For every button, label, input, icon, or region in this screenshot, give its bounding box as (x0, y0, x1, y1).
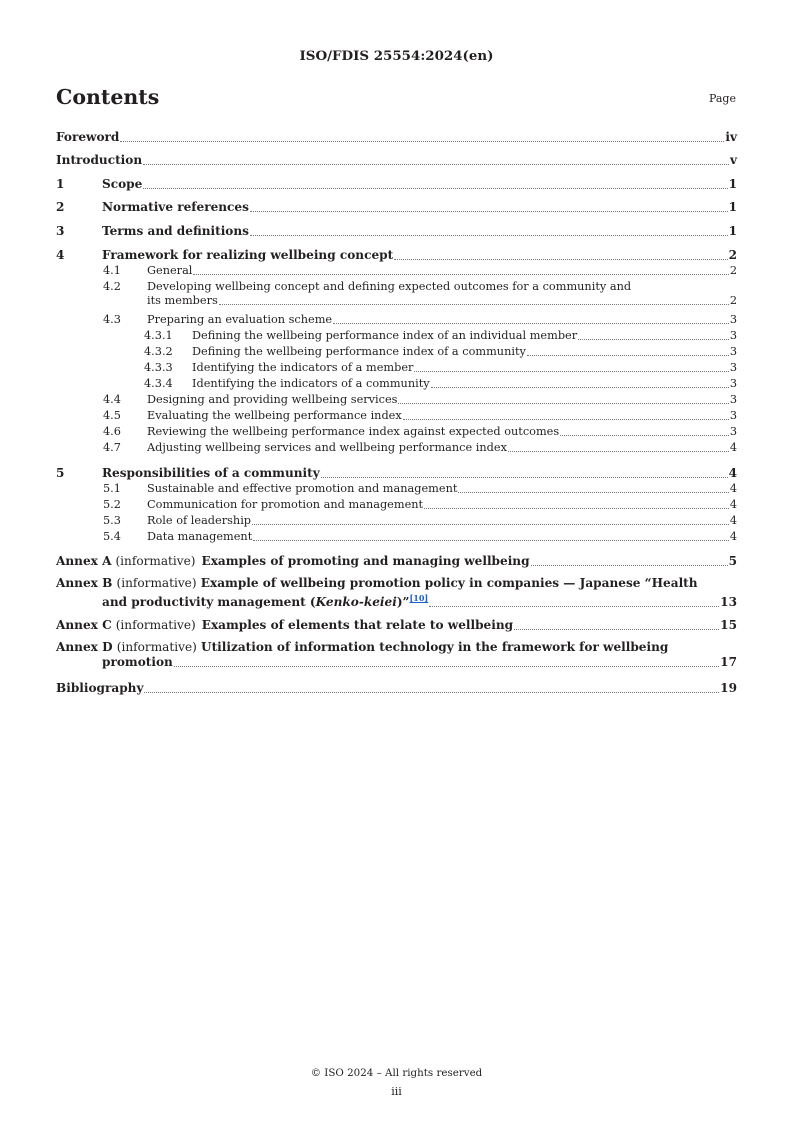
toc-number: 4.6 (103, 425, 121, 438)
annex-title-line2: promotion (102, 655, 173, 669)
toc-entry-clause-3[interactable] (56, 224, 737, 239)
footer-page-number: iii (391, 1085, 402, 1098)
annex-title: Examples of elements that relate to wellbeing (201, 618, 514, 632)
dot-leader (514, 629, 719, 630)
toc-number: 4.3.1 (144, 329, 173, 342)
footer-copyright: © ISO 2024 – All rights reserved (310, 1067, 483, 1079)
toc-label: Data management (147, 530, 253, 543)
toc-entry-4-7[interactable] (103, 441, 737, 455)
toc-entry-4-4[interactable] (103, 393, 737, 407)
toc-page: iv (725, 130, 737, 144)
dot-leader (143, 164, 729, 165)
annex-title: Examples of promoting and managing wellbeing (201, 554, 530, 568)
toc-number: 5.4 (103, 530, 121, 543)
annex-kind: (informative) (116, 576, 197, 590)
dot-leader (398, 403, 728, 404)
toc-page: 2 (729, 294, 737, 307)
dot-leader (120, 141, 724, 142)
dot-leader (250, 235, 728, 236)
dot-leader (403, 419, 729, 420)
toc-number: 4 (56, 248, 65, 262)
toc-label: Normative references (102, 200, 249, 214)
toc-entry-4-3[interactable] (103, 313, 737, 327)
document-header: ISO/FDIS 25554:2024(en) (299, 48, 494, 64)
toc-page: 4 (729, 482, 737, 495)
dot-leader (458, 492, 728, 493)
annex-title-line2: and productivity management (Kenko-keiei)”[10] (102, 593, 429, 610)
toc-page: 3 (729, 409, 737, 422)
toc-entry-4-3-3[interactable] (144, 361, 737, 375)
toc-label: Terms and definitions (102, 224, 249, 238)
toc-label-line2: its members (147, 294, 218, 307)
toc-page: 3 (729, 377, 737, 390)
toc-entry-annex-c[interactable] (56, 618, 737, 633)
toc-entry-4-3-2[interactable] (144, 345, 737, 359)
toc-label: Scope (102, 177, 143, 191)
toc-number: 5 (56, 466, 65, 480)
toc-entry-clause-2[interactable] (56, 200, 737, 215)
dot-leader (250, 211, 728, 212)
toc-number: 5.2 (103, 498, 121, 511)
dot-leader (424, 508, 729, 509)
toc-entry-4-6[interactable] (103, 425, 737, 439)
toc-label: Defining the wellbeing performance index of an individual member (192, 329, 578, 342)
toc-number: 4.1 (103, 264, 121, 277)
toc-page: 3 (729, 345, 737, 358)
toc-page: 1 (728, 200, 737, 214)
dot-leader (527, 355, 729, 356)
toc-label: Introduction (56, 153, 143, 167)
toc-label: Sustainable and effective promotion and management (147, 482, 458, 495)
toc-page: 2 (729, 264, 737, 277)
toc-label: Preparing an evaluation scheme (147, 313, 333, 326)
toc-label: Identifying the indicators of a member (192, 361, 414, 374)
toc-number: 4.5 (103, 409, 121, 422)
toc-number: 4.2 (103, 280, 121, 293)
toc-label: Identifying the indicators of a community (192, 377, 430, 390)
toc-page: 1 (728, 177, 737, 191)
dot-leader (253, 540, 729, 541)
toc-page: 3 (729, 425, 737, 438)
annex-kind: (informative) (116, 640, 197, 654)
toc-entry-bibliography[interactable] (56, 681, 737, 696)
toc-page: 3 (729, 393, 737, 406)
toc-number: 4.3.4 (144, 377, 173, 390)
toc-entry-foreword[interactable] (56, 130, 737, 145)
toc-page: 4 (729, 514, 737, 527)
page-column-label: Page (708, 92, 736, 105)
toc-page: 5 (728, 554, 737, 568)
toc-number: 4.4 (103, 393, 121, 406)
toc-label: Reviewing the wellbeing performance index against expected outcomes (147, 425, 560, 438)
toc-label: General (147, 264, 193, 277)
toc-label: Adjusting wellbeing services and wellbeing performance index (147, 441, 507, 454)
dot-leader (252, 524, 729, 525)
toc-page: 4 (729, 530, 737, 543)
dot-leader (508, 451, 729, 452)
dot-leader (394, 259, 727, 260)
dot-leader (560, 435, 729, 436)
toc-page: 4 (729, 441, 737, 454)
dot-leader (321, 477, 728, 478)
toc-number: 4.7 (103, 441, 121, 454)
annex-name: Annex C (56, 618, 112, 632)
toc-entry-4-2[interactable] (103, 280, 737, 308)
toc-label: Bibliography (56, 681, 144, 695)
toc-label: Framework for realizing wellbeing concept (102, 248, 394, 262)
toc-label: Responsibilities of a community (102, 466, 320, 480)
toc-number: 4.3.2 (144, 345, 173, 358)
toc-number: 3 (56, 224, 65, 238)
toc-number: 2 (56, 200, 65, 214)
toc-page: 2 (728, 248, 737, 262)
toc-entry-annex-b[interactable] (56, 576, 737, 610)
reference-link[interactable]: [10] (409, 593, 429, 603)
dot-leader (414, 371, 728, 372)
toc-number: 4.3.3 (144, 361, 173, 374)
toc-label: Foreword (56, 130, 120, 144)
annex-name: Annex D (56, 640, 113, 654)
dot-leader (143, 188, 727, 189)
dot-leader (431, 387, 729, 388)
annex-kind: (informative) (115, 618, 196, 632)
toc-entry-4-3-1[interactable] (144, 329, 737, 343)
annex-name: Annex A (56, 554, 112, 568)
toc-entry-clause-4[interactable] (56, 248, 737, 263)
annex-title-line1: Example of wellbeing promotion policy in companies — Japanese “Health (200, 576, 698, 590)
toc-number: 1 (56, 177, 65, 191)
dot-leader (174, 666, 719, 667)
annex-kind: (informative) (115, 554, 196, 568)
toc-entry-5-4[interactable] (103, 530, 737, 544)
toc-entry-5-2[interactable] (103, 498, 737, 512)
toc-entry-5-3[interactable] (103, 514, 737, 528)
toc-page: 19 (720, 681, 737, 695)
dot-leader (531, 565, 728, 566)
toc-page: 3 (729, 329, 737, 342)
toc-entry-annex-d[interactable] (56, 640, 737, 670)
annex-name: Annex B (56, 576, 113, 590)
toc-label-line1: Developing wellbeing concept and defining expected outcomes for a community and (147, 280, 632, 293)
dot-leader (193, 274, 728, 275)
toc-page: 4 (729, 498, 737, 511)
toc-page: 1 (728, 224, 737, 238)
dot-leader (333, 323, 729, 324)
dot-leader (219, 304, 729, 305)
toc-number: 5.3 (103, 514, 121, 527)
toc-label: Communication for promotion and management (147, 498, 424, 511)
toc-page: 3 (729, 361, 737, 374)
toc-page: v (729, 153, 737, 167)
toc-entry-5-1[interactable] (103, 482, 737, 496)
toc-entry-clause-1[interactable] (56, 177, 737, 192)
toc-page: 15 (720, 618, 737, 632)
toc-page: 4 (728, 466, 737, 480)
annex-title-line1: Utilization of information technology in the framework for wellbeing (201, 640, 669, 654)
toc-label: Designing and providing wellbeing services (147, 393, 398, 406)
toc-number: 5.1 (103, 482, 121, 495)
toc-page: 3 (729, 313, 737, 326)
page-title: Contents (56, 85, 160, 109)
toc-label: Role of leadership (147, 514, 252, 527)
toc-number: 4.3 (103, 313, 121, 326)
toc-entry-clause-5[interactable] (56, 466, 737, 481)
toc-entry-introduction[interactable] (56, 153, 737, 168)
toc-page: 17 (720, 655, 737, 669)
toc-entry-annex-a[interactable] (56, 554, 737, 569)
dot-leader (429, 606, 719, 607)
toc-entry-4-1[interactable] (103, 264, 737, 278)
toc-entry-4-3-4[interactable] (144, 377, 737, 391)
toc-label: Evaluating the wellbeing performance index (147, 409, 402, 422)
toc-page: 13 (720, 595, 737, 610)
toc-entry-4-5[interactable] (103, 409, 737, 423)
dot-leader (144, 692, 719, 693)
toc-label: Defining the wellbeing performance index of a community (192, 345, 526, 358)
dot-leader (578, 339, 729, 340)
